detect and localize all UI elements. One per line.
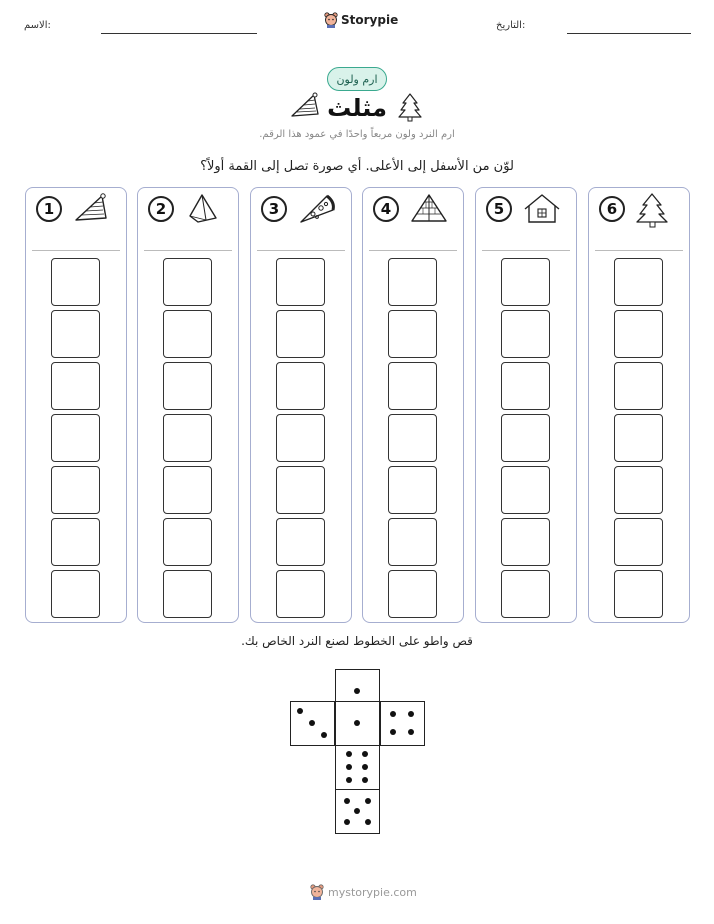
dice-pip xyxy=(346,777,352,783)
color-square[interactable] xyxy=(163,362,212,410)
bear-mascot-icon xyxy=(324,12,338,28)
triangle-instrument-icon xyxy=(72,192,110,230)
dice-pip xyxy=(365,798,371,804)
dice-pip xyxy=(354,808,360,814)
column-6 xyxy=(588,187,690,623)
column-4 xyxy=(362,187,464,623)
column-number: 6 xyxy=(599,196,625,222)
pine-tree-icon xyxy=(635,192,669,232)
dice-face-4 xyxy=(380,701,425,746)
column-3 xyxy=(250,187,352,623)
color-square[interactable] xyxy=(163,518,212,566)
color-square[interactable] xyxy=(51,466,100,514)
color-square[interactable] xyxy=(501,362,550,410)
color-square[interactable] xyxy=(501,310,550,358)
dice-pip xyxy=(390,711,396,717)
cut-instruction: قص واطو على الخطوط لصنع النرد الخاص بك. xyxy=(241,634,473,648)
color-square[interactable] xyxy=(276,258,325,306)
column-divider xyxy=(257,250,345,251)
dice-pip xyxy=(344,798,350,804)
footer-url[interactable]: mystorypie.com xyxy=(328,885,417,899)
subtitle: ارم النرد ولون مربعاً واحدًا في عمود هذا الرقم. xyxy=(259,129,455,140)
color-square[interactable] xyxy=(388,518,437,566)
color-square[interactable] xyxy=(388,466,437,514)
dice-pip xyxy=(309,720,315,726)
color-square[interactable] xyxy=(614,414,663,462)
color-square[interactable] xyxy=(614,362,663,410)
color-square[interactable] xyxy=(51,362,100,410)
color-square[interactable] xyxy=(163,310,212,358)
color-square[interactable] xyxy=(276,414,325,462)
color-square[interactable] xyxy=(163,570,212,618)
folded-napkin-icon xyxy=(184,192,222,230)
column-5 xyxy=(475,187,577,623)
color-square[interactable] xyxy=(51,258,100,306)
color-square[interactable] xyxy=(163,258,212,306)
dice-face-6 xyxy=(335,745,380,790)
column-divider xyxy=(595,250,683,251)
color-square[interactable] xyxy=(388,258,437,306)
dice-pip xyxy=(321,732,327,738)
color-square[interactable] xyxy=(501,518,550,566)
dice-pip xyxy=(354,720,360,726)
color-square[interactable] xyxy=(501,258,550,306)
dice-pip xyxy=(346,751,352,757)
color-square[interactable] xyxy=(614,258,663,306)
color-square[interactable] xyxy=(614,466,663,514)
color-square[interactable] xyxy=(614,570,663,618)
color-square[interactable] xyxy=(388,362,437,410)
column-divider xyxy=(482,250,570,251)
column-number: 4 xyxy=(373,196,399,222)
column-divider xyxy=(144,250,232,251)
pine-tree-icon xyxy=(397,92,423,126)
page-title: مثلث xyxy=(327,94,387,122)
dice-face-3 xyxy=(290,701,335,746)
color-square[interactable] xyxy=(388,310,437,358)
color-square[interactable] xyxy=(276,310,325,358)
color-square[interactable] xyxy=(276,466,325,514)
color-square[interactable] xyxy=(163,414,212,462)
color-square[interactable] xyxy=(51,570,100,618)
date-field[interactable] xyxy=(567,33,691,34)
column-divider xyxy=(32,250,120,251)
dice-pip xyxy=(362,777,368,783)
pyramid-icon xyxy=(409,192,449,230)
color-square[interactable] xyxy=(276,362,325,410)
dice-pip xyxy=(354,688,360,694)
pizza-slice-icon xyxy=(297,192,337,230)
house-icon xyxy=(522,192,562,230)
color-square[interactable] xyxy=(51,414,100,462)
column-number: 5 xyxy=(486,196,512,222)
color-square[interactable] xyxy=(501,570,550,618)
footer xyxy=(310,884,417,900)
name-field[interactable] xyxy=(101,33,257,34)
bear-mascot-icon xyxy=(310,884,324,900)
color-square[interactable] xyxy=(276,570,325,618)
column-number: 3 xyxy=(261,196,287,222)
color-square[interactable] xyxy=(614,310,663,358)
column-number: 2 xyxy=(148,196,174,222)
dice-pip xyxy=(390,729,396,735)
column-2 xyxy=(137,187,239,623)
name-label: الاسم: xyxy=(24,20,51,31)
column-number: 1 xyxy=(36,196,62,222)
color-square[interactable] xyxy=(51,518,100,566)
dice-pip xyxy=(344,819,350,825)
color-square[interactable] xyxy=(501,466,550,514)
color-square[interactable] xyxy=(276,518,325,566)
column-divider xyxy=(369,250,457,251)
dice-face-5 xyxy=(335,789,380,834)
dice-pip xyxy=(297,708,303,714)
color-square[interactable] xyxy=(388,414,437,462)
dice-pip xyxy=(408,729,414,735)
activity-badge: ارم ولون xyxy=(327,67,387,91)
brand-name: Storypie xyxy=(341,13,399,27)
dice-pip xyxy=(362,751,368,757)
dice-pip xyxy=(362,764,368,770)
column-1 xyxy=(25,187,127,623)
color-square[interactable] xyxy=(388,570,437,618)
triangle-instrument-icon xyxy=(289,92,321,126)
dice-face-1 xyxy=(335,701,380,746)
dice-pip xyxy=(408,711,414,717)
dice-pip xyxy=(365,819,371,825)
color-square[interactable] xyxy=(163,466,212,514)
dice-pip xyxy=(346,764,352,770)
color-square[interactable] xyxy=(614,518,663,566)
color-square[interactable] xyxy=(501,414,550,462)
brand-logo xyxy=(324,12,398,28)
instruction-question: لوّن من الأسفل إلى الأعلى. أي صورة تصل إلى القمة أولاً؟ xyxy=(200,159,514,174)
date-label: التاريخ: xyxy=(496,20,526,31)
color-square[interactable] xyxy=(51,310,100,358)
